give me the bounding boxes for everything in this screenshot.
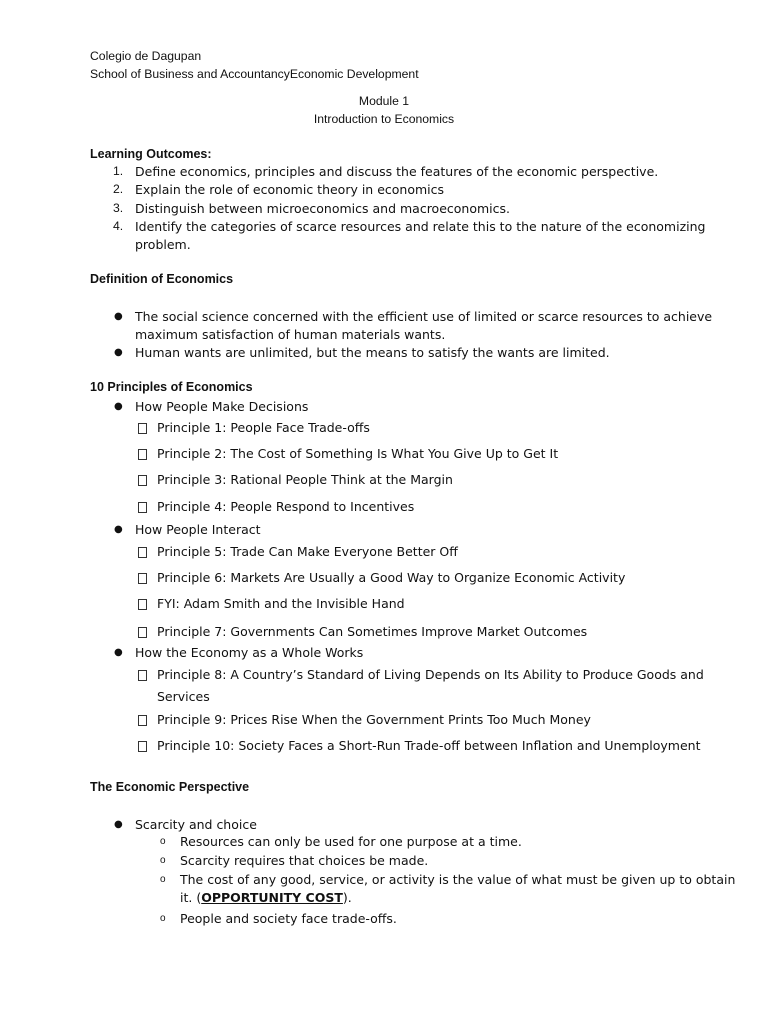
bullet-dot: ● <box>114 524 123 535</box>
outcome-number: 1. <box>113 164 124 178</box>
circle-bullet: o <box>160 836 166 847</box>
learning-outcomes-heading: Learning Outcomes: <box>90 147 212 161</box>
perspective-subitem: Resources can only be used for one purpose at a time. <box>180 834 522 849</box>
perspective-heading: The Economic Perspective <box>90 780 250 794</box>
module-title: Introduction to Economics <box>313 112 455 126</box>
circle-bullet: o <box>160 855 166 866</box>
missing-glyph-box <box>138 741 147 752</box>
outcome-text-continued: problem. <box>135 237 191 252</box>
bullet-dot: ● <box>114 311 123 322</box>
school-name: Colegio de Dagupan <box>90 49 202 63</box>
bullet-dot: ● <box>114 401 123 412</box>
bullet-dot: ● <box>114 819 123 830</box>
outcome-text: Distinguish between microeconomics and macroeconomics. <box>135 201 510 216</box>
circle-bullet: o <box>160 913 166 924</box>
missing-glyph-box <box>138 449 147 460</box>
outcome-number: 2. <box>113 182 124 196</box>
outcome-text: Identify the categories of scarce resources and relate this to the nature of the economizing <box>135 219 706 234</box>
circle-bullet: o <box>160 874 166 885</box>
principle-item: Principle 7: Governments Can Sometimes Improve Market Outcomes <box>157 624 588 639</box>
principle-item: Principle 10: Society Faces a Short-Run Trade-off between Inflation and Unemployment <box>157 738 701 753</box>
outcome-number: 4. <box>113 219 124 233</box>
principle-item: FYI: Adam Smith and the Invisible Hand <box>157 596 405 611</box>
definition-text: Human wants are unlimited, but the means to satisfy the wants are limited. <box>135 345 610 360</box>
principle-group-label: How People Make Decisions <box>135 399 309 414</box>
principles-heading: 10 Principles of Economics <box>90 380 253 394</box>
missing-glyph-box <box>138 573 147 584</box>
opportunity-cost-suffix: ). <box>342 890 352 905</box>
missing-glyph-box <box>138 475 147 486</box>
definition-text: The social science concerned with the efficient use of limited or scarce resources to achieve <box>135 309 713 324</box>
outcome-text: Explain the role of economic theory in economics <box>135 182 445 197</box>
principle-item: Principle 9: Prices Rise When the Government Prints Too Much Money <box>157 712 591 727</box>
principle-item: Principle 8: A Country’s Standard of Living Depends on Its Ability to Produce Goods and <box>157 667 704 682</box>
principle-item-continued: Services <box>157 689 210 704</box>
principle-group-label: How the Economy as a Whole Works <box>135 645 364 660</box>
missing-glyph-box <box>138 547 147 558</box>
principle-item: Principle 4: People Respond to Incentives <box>157 499 415 514</box>
missing-glyph-box <box>138 502 147 513</box>
outcome-number: 3. <box>113 201 124 215</box>
principle-item: Principle 1: People Face Trade-offs <box>157 420 370 435</box>
missing-glyph-box <box>138 670 147 681</box>
perspective-subitem: Scarcity requires that choices be made. <box>180 853 429 868</box>
missing-glyph-box <box>138 423 147 434</box>
opportunity-cost-prefix: it. ( <box>180 890 202 905</box>
perspective-subitem: People and society face trade-offs. <box>180 911 397 926</box>
definition-heading: Definition of Economics <box>90 272 234 286</box>
perspective-subitem: The cost of any good, service, or activity is the value of what must be given up to obtain <box>180 872 736 887</box>
principle-item: Principle 2: The Cost of Something Is What You Give Up to Get It <box>157 446 559 461</box>
principle-item: Principle 6: Markets Are Usually a Good Way to Organize Economic Activity <box>157 570 626 585</box>
principle-item: Principle 5: Trade Can Make Everyone Better Off <box>157 544 458 559</box>
bullet-dot: ● <box>114 347 123 358</box>
principle-group-label: How People Interact <box>135 522 261 537</box>
missing-glyph-box <box>138 627 147 638</box>
opportunity-cost-term: OPPORTUNITY COST <box>201 890 343 905</box>
principle-item: Principle 3: Rational People Think at the Margin <box>157 472 453 487</box>
missing-glyph-box <box>138 599 147 610</box>
missing-glyph-box <box>138 715 147 726</box>
perspective-bullet: Scarcity and choice <box>135 817 257 832</box>
bullet-dot: ● <box>114 647 123 658</box>
department-line: School of Business and AccountancyEconomic Development <box>90 67 419 81</box>
module-number: Module 1 <box>358 94 410 108</box>
definition-text-continued: maximum satisfaction of human materials wants. <box>135 327 446 342</box>
outcome-text: Define economics, principles and discuss the features of the economic perspective. <box>135 164 659 179</box>
opportunity-cost-line <box>180 890 352 906</box>
